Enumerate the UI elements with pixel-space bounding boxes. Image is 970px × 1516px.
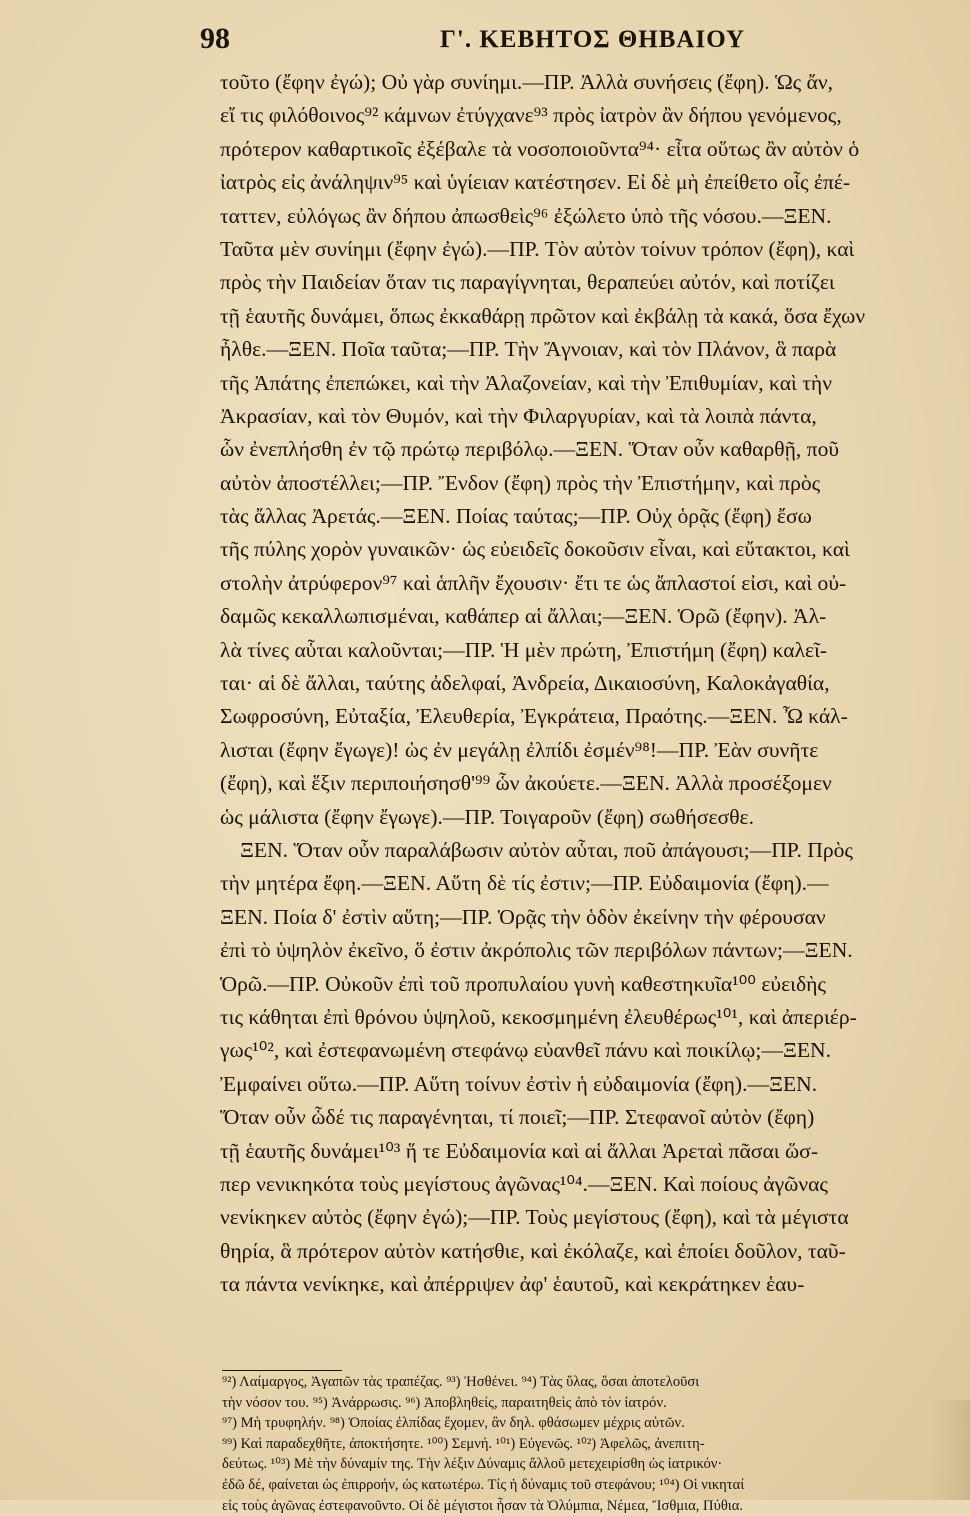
page-stain xyxy=(930,1400,970,1500)
footnote-line: εἰς τοὺς ἀγῶνας ἐστεφανοῦντο. Οἱ δὲ μέγιστοι ἦσαν τὰ Ὀλύμπια, Νέμεα, Ἴσθμια, Πύθια. xyxy=(222,1497,744,1514)
text-line: περ νενικηκότα τοὺς μεγίστους ἀγῶνας¹⁰⁴.—ΞΕΝ. Καὶ ποίους ἀγῶνας xyxy=(220,1171,828,1196)
footnote-rule xyxy=(222,1370,342,1371)
text-line: πρὸς τὴν Παιδείαν ὅταν τις παραγίγνηται, θεραπεύει αὐτόν, καὶ ποτίζει xyxy=(220,270,835,295)
text-line: τῆς πύλης χορὸν γυναικῶν· ὡς εὐειδεῖς δοκοῦσιν εἶναι, καὶ εὔτακτοι, καὶ xyxy=(220,537,850,562)
text-line: (ἔφη), καὶ ἕξιν περιποιήσησθ'⁹⁹ ὧν ἀκούετε.—ΞΕΝ. Ἀλλὰ προσέξομεν xyxy=(220,771,832,796)
text-line: πρότερον καθαρτικοῖς ἐξέβαλε τὰ νοσοποιοῦντα⁹⁴· εἶτα οὕτως ἂν αὐτὸν ὁ xyxy=(220,136,860,161)
footnote-line: ⁹²) Λαίμαργος, Ἀγαπῶν τὰς τραπέζας. ⁹³) Ἠσθένει. ⁹⁴) Τὰς ὕλας, ὅσαι ἀποτελοῦσι xyxy=(222,1374,700,1390)
running-head: Γ'. ΚΕΒΗΤΟΣ ΘΗΒΑΙΟΥ xyxy=(440,26,746,53)
text-line: εἴ τις φιλόθοινος⁹² κάμνων ἐτύγχανε⁹³ πρὸς ἰατρὸν ἂν δήπου γενόμενος, xyxy=(220,103,842,128)
footnotes xyxy=(222,1372,970,1516)
text-line: τὰς ἄλλας Ἀρετάς.—ΞΕΝ. Ποίας ταύτας;—ΠΡ. Οὐχ ὁρᾷς (ἔφη) ἔσω xyxy=(220,504,812,529)
text-line: Ὅταν οὖν ὧδέ τις παραγένηται, τί ποιεῖ;—ΠΡ. Στεφανοῖ αὐτὸν (ἔφη) xyxy=(220,1105,815,1130)
text-line: ΞΕΝ. Ὅταν οὖν παραλάβωσιν αὐτὸν αὗται, ποῦ ἀπάγουσι;—ΠΡ. Πρὸς xyxy=(240,837,853,862)
text-line: λὰ τίνες αὗται καλοῦνται;—ΠΡ. Ἡ μὲν πρώτη, Ἐπιστήμη (ἔφη) καλεῖ- xyxy=(220,637,828,662)
text-line: στολὴν ἀτρύφερον⁹⁷ καὶ ἁπλῆν ἔχουσιν· ἔτι τε ὡς ἄπλαστοί εἰσι, καὶ οὐ- xyxy=(220,570,847,595)
text-line: τοῦτο (ἔφην ἐγώ); Οὐ γὰρ συνίημι.—ΠΡ. Ἀλλὰ συνήσεις (ἔφη). Ὡς ἄν, xyxy=(220,70,834,94)
page-number: 98 xyxy=(200,22,230,55)
text-line: τῇ ἑαυτῆς δυνάμει, ὅπως ἐκκαθάρῃ πρῶτον καὶ ἐκβάλῃ τὰ κακά, ὅσα ἔχων xyxy=(220,303,866,328)
footnote-line: δεύτως. ¹⁰³) Μὲ τὴν δύναμίν της. Τὴν λέξιν Δύναμις ἄλλοῦ μετεχειρίσθη ὡς ἰατρικόν· xyxy=(222,1456,723,1473)
footnote-line: ⁹⁹) Καὶ παραδεχθῆτε, ἀποκτήσητε. ¹⁰⁰) Σεμνή. ¹⁰¹) Εὐγενῶς. ¹⁰²) Ἀφελῶς, ἀνεπιτη- xyxy=(222,1435,705,1452)
page-header xyxy=(0,22,970,62)
footnote-line: ἐδῶ δέ, φαίνεται ὡς ἐπιρροήν, ὡς κατωτέρω. Τίς ἡ δύναμις τοῦ στεφάνου; ¹⁰⁴) Οἱ νικηταί xyxy=(222,1476,745,1493)
text-line: ἐπὶ τὸ ὑψηλὸν ἐκεῖνο, ὅ ἐστιν ἀκρόπολις τῶν περιβόλων πάντων;—ΞΕΝ. xyxy=(220,938,853,963)
text-line: τὴν μητέρα ἔφη.—ΞΕΝ. Αὕτη δὲ τίς ἐστιν;—ΠΡ. Εὐδαιμονία (ἔφη).— xyxy=(220,871,829,896)
text-line: νενίκηκεν αὐτὸς (ἔφην ἐγώ);—ΠΡ. Τοὺς μεγίστους (ἔφη), καὶ τὰ μέγιστα xyxy=(220,1205,849,1230)
text-line: τα πάντα νενίκηκε, καὶ ἀπέρριψεν ἀφ' ἑαυτοῦ, καὶ κεκράτηκεν ἑαυ- xyxy=(220,1272,805,1297)
text-line: Ἀκρασίαν, καὶ τὸν Θυμόν, καὶ τὴν Φιλαργυρίαν, καὶ τὰ λοιπὰ πάντα, xyxy=(220,403,817,428)
text-line: τις κάθηται ἐπὶ θρόνου ὑψηλοῦ, κεκοσμημένη ἐλευθέρως¹⁰¹, καὶ ἀπεριέρ- xyxy=(220,1004,857,1029)
text-line: Σωφροσύνη, Εὐταξία, Ἐλευθερία, Ἐγκράτεια, Πραότης.—ΞΕΝ. Ὦ κάλ- xyxy=(220,704,848,729)
text-line: γως¹⁰², καὶ ἐστεφανωμένη στεφάνῳ εὐανθεῖ πάνυ καὶ ποικίλῳ;—ΞΕΝ. xyxy=(220,1038,832,1063)
text-line: ἦλθε.—ΞΕΝ. Ποῖα ταῦτα;—ΠΡ. Τὴν Ἄγνοιαν, καὶ τὸν Πλάνον, ἃ παρὰ xyxy=(220,337,837,362)
text-line: ὧν ἐνεπλήσθη ἐν τῷ πρώτῳ περιβόλῳ.—ΞΕΝ. Ὅταν οὖν καθαρθῇ, ποῦ xyxy=(220,437,840,462)
text-line: ὡς μάλιστα (ἔφην ἔγωγε).—ΠΡ. Τοιγαροῦν (ἔφη) σωθήσεσθε. xyxy=(220,804,755,829)
text-line: Ταῦτα μὲν συνίημι (ἔφην ἐγώ).—ΠΡ. Τὸν αὐτὸν τοίνυν τρόπον (ἔφη), καὶ xyxy=(220,236,855,261)
footnote-line: ⁹⁷) Μὴ τρυφηλήν. ⁹⁸) Ὁποίας ἐλπίδας ἔχομεν, ἂν δηλ. φθάσωμεν μέχρις αὐτῶν. xyxy=(222,1415,685,1432)
text-line: τῇ ἑαυτῆς δυνάμει¹⁰³ ἥ τε Εὐδαιμονία καὶ αἱ ἄλλαι Ἀρεταὶ πᾶσαι ὥσ- xyxy=(220,1138,819,1163)
text-line: ΞΕΝ. Ποία δ' ἐστὶν αὕτη;—ΠΡ. Ὁρᾷς τὴν ὁδὸν ἐκείνην τὴν φέρουσαν xyxy=(220,904,826,929)
text-line: αὐτὸν ἀποστέλλει;—ΠΡ. Ἔνδον (ἔφη) πρὸς τὴν Ἐπιστήμην, καὶ πρὸς xyxy=(220,470,821,495)
text-line: ται· αἱ δὲ ἄλλαι, ταύτης ἀδελφαί, Ἀνδρεία, Δικαιοσύνη, Καλοκἀγαθία, xyxy=(220,671,830,696)
text-line: Ὁρῶ.—ΠΡ. Οὐκοῦν ἐπὶ τοῦ προπυλαίου γυνὴ καθεστηκυῖα¹⁰⁰ εὐειδὴς xyxy=(220,971,826,996)
main-text xyxy=(220,66,970,1301)
text-line: ταττεν, εὐλόγως ἂν δήπου ἀπωσθεὶς⁹⁶ ἐξώλετο ὑπὸ τῆς νόσου.—ΞΕΝ. xyxy=(220,203,832,228)
text-line: θηρία, ἃ πρότερον αὐτὸν κατήσθιε, καὶ ἐκόλαζε, καὶ ἐποίει δοῦλον, ταῦ- xyxy=(220,1238,846,1263)
text-line: ἰατρὸς εἰς ἀνάληψιν⁹⁵ καὶ ὑγίειαν κατέστησεν. Εἰ δὲ μὴ ἐπείθετο οἷς ἐπέ- xyxy=(220,170,851,195)
text-line: τῆς Ἀπάτης ἐπεπώκει, καὶ τὴν Ἀλαζονείαν, καὶ τὴν Ἐπιθυμίαν, καὶ τὴν xyxy=(220,370,832,395)
footnote-line: τὴν νόσον του. ⁹⁵) Ἀνάρρωσις. ⁹⁶) Ἀποβληθείς, παραιτηθεὶς ἀπὸ τὸν ἰατρόν. xyxy=(222,1394,667,1411)
text-line: δαμῶς κεκαλλωπισμέναι, καθάπερ αἱ ἄλλαι;—ΞΕΝ. Ὁρῶ (ἔφην). Ἀλ- xyxy=(220,604,827,629)
text-line: Ἐμφαίνει οὕτω.—ΠΡ. Αὕτη τοίνυν ἐστὶν ἡ εὐδαιμονία (ἔφη).—ΞΕΝ. xyxy=(220,1071,818,1096)
text-line: λισται (ἔφην ἔγωγε)! ὡς ἐν μεγάλῃ ἐλπίδι ἐσμέν⁹⁸!—ΠΡ. Ἐὰν συνῆτε xyxy=(220,737,819,762)
